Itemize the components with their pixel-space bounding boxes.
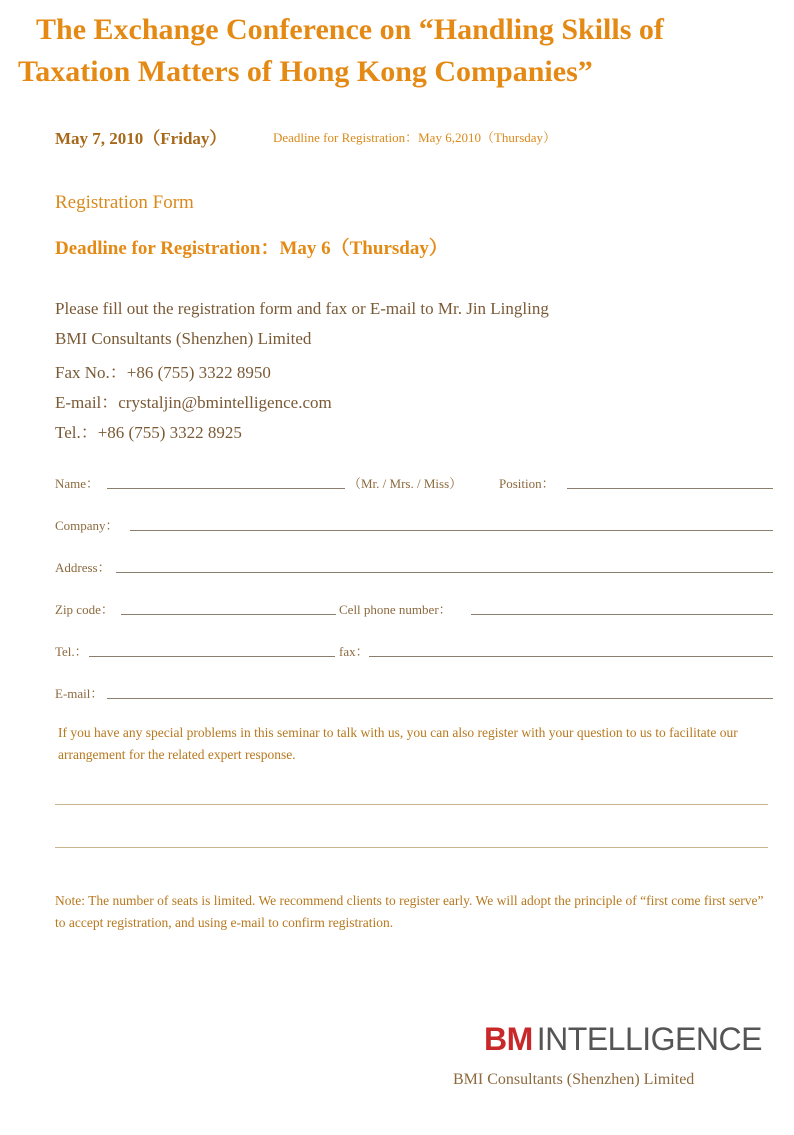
contact-company: BMI Consultants (Shenzhen) Limited bbox=[55, 329, 312, 348]
seat-note: Note: The number of seats is limited. We recommend clients to register early. We will adopt the principle of “first come first serve” to accept registration, and using e-mail to confirm registration. bbox=[55, 893, 764, 930]
name-label: Name： bbox=[55, 476, 100, 491]
company-label: Company： bbox=[55, 518, 119, 533]
position-label: Position： bbox=[499, 476, 555, 491]
email-label: E-mail： bbox=[55, 686, 104, 701]
registration-deadline: Deadline for Registration：May 6（Thursday） bbox=[55, 238, 448, 259]
zip-label: Zip code： bbox=[55, 602, 114, 617]
footer-company: BMI Consultants (Shenzhen) Limited bbox=[453, 1071, 695, 1088]
company-field[interactable] bbox=[130, 530, 773, 531]
fax-label: fax： bbox=[339, 644, 369, 659]
title-line-2: Taxation Matters of Hong Kong Companies” bbox=[18, 55, 593, 88]
cell-label: Cell phone number： bbox=[339, 602, 452, 617]
email-field[interactable] bbox=[107, 698, 773, 699]
deadline-note: Deadline for Registration：May 6,2010（Thursday） bbox=[273, 130, 557, 145]
question-paragraph: If you have any special problems in this seminar to talk with us, you can also register with your question to us to facilitate our arrangement for the related expert response. bbox=[58, 725, 738, 762]
contact-tel: Tel.：+86 (755) 3322 8925 bbox=[55, 423, 242, 442]
tel-label: Tel.： bbox=[55, 644, 88, 659]
logo-bm-text: BM bbox=[484, 1021, 533, 1057]
title-options: （Mr. / Mrs. / Miss） bbox=[348, 476, 463, 491]
registration-form-heading: Registration Form bbox=[55, 192, 194, 213]
address-field[interactable] bbox=[116, 572, 773, 573]
instruction-text: Please fill out the registration form and fax or E-mail to Mr. Jin Lingling bbox=[55, 299, 549, 318]
fax-field[interactable] bbox=[369, 656, 773, 657]
bm-intelligence-logo bbox=[484, 1021, 762, 1058]
contact-email: E-mail：crystaljin@bmintelligence.com bbox=[55, 393, 332, 412]
contact-fax: Fax No.：+86 (755) 3322 8950 bbox=[55, 363, 271, 382]
name-field[interactable] bbox=[107, 488, 345, 489]
tel-field[interactable] bbox=[89, 656, 335, 657]
question-answer-line-1[interactable] bbox=[55, 804, 768, 805]
question-answer-line-2[interactable] bbox=[55, 847, 768, 848]
event-date: May 7, 2010（Friday） bbox=[55, 129, 227, 148]
cell-field[interactable] bbox=[471, 614, 773, 615]
zip-field[interactable] bbox=[121, 614, 336, 615]
logo-intelligence-text: INTELLIGENCE bbox=[536, 1021, 762, 1057]
position-field[interactable] bbox=[567, 488, 773, 489]
title-line-1: The Exchange Conference on “Handling Skills of bbox=[36, 13, 664, 46]
address-label: Address： bbox=[55, 560, 111, 575]
